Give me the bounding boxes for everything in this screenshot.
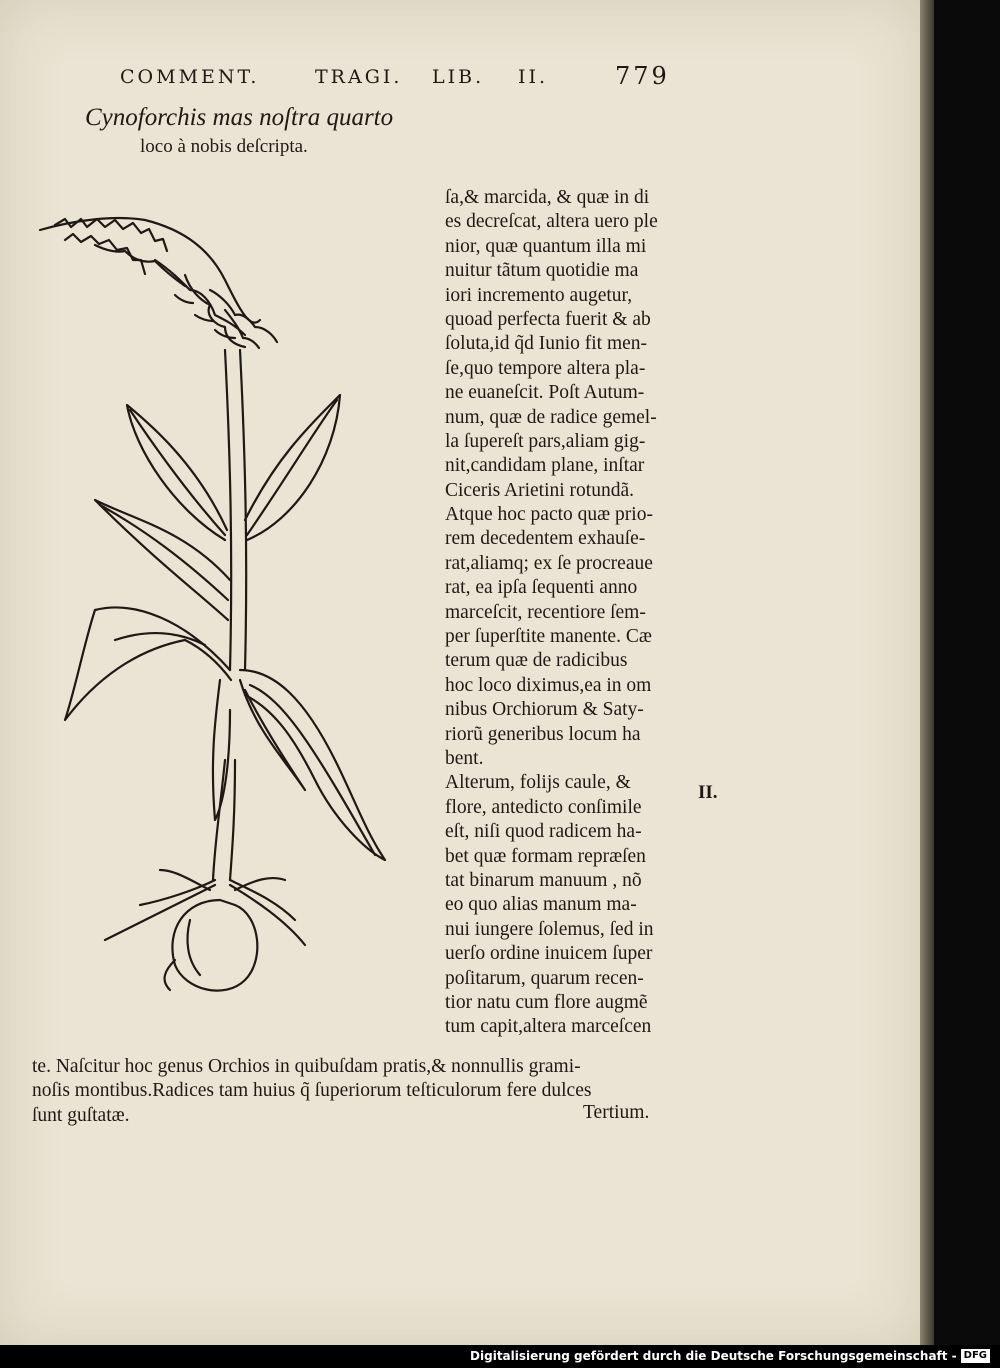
text-line: es decreſcat, altera uero ple bbox=[445, 211, 658, 233]
running-book: TRAGI. bbox=[315, 66, 403, 88]
running-header bbox=[0, 62, 920, 96]
text-line: ſunt guſtatæ. bbox=[32, 1104, 130, 1126]
text-line: ſa,& marcida, & quæ in di bbox=[445, 187, 650, 208]
text-line: ſoluta,id q̃d Iunio fit men- bbox=[445, 333, 648, 355]
text-line: quoad perfecta fuerit & ab bbox=[445, 308, 651, 330]
margin-note: II. bbox=[698, 782, 718, 803]
text-line: marceſcit, recentiore ſem- bbox=[445, 601, 646, 623]
text-line: iori incremento augetur, bbox=[445, 284, 633, 306]
text-line: tat binarum manuum , nõ bbox=[445, 869, 642, 891]
text-line: nui iungere ſolemus, ſed in bbox=[445, 918, 654, 940]
text-line: bet quæ formam repræſen bbox=[445, 845, 646, 867]
text-line: uerſo ordine inuicem ſuper bbox=[445, 943, 653, 965]
text-line: Atque hoc pacto quæ prio- bbox=[445, 504, 653, 526]
text-line: num, quæ de radice gemel- bbox=[445, 406, 657, 428]
text-line: poſitarum, quarum recen- bbox=[445, 967, 644, 989]
text-line: nit,candidam plane, inſtar bbox=[445, 455, 645, 477]
running-title: COMMENT. bbox=[120, 66, 260, 88]
text-line: eſt, niſi quod radicem ha- bbox=[445, 821, 642, 843]
digitization-credit bbox=[470, 1349, 990, 1363]
text-line: nibus Orchiorum & Saty- bbox=[445, 699, 644, 721]
text-line: riorũ generibus locum ha bbox=[445, 723, 641, 745]
text-line: nuitur tãtum quotidie ma bbox=[445, 260, 639, 282]
figure-caption-line-1: Cynoforchis mas noſtra quarto bbox=[85, 104, 394, 131]
text-line: eo quo alias manum ma- bbox=[445, 894, 637, 916]
text-line: flore, antedicto conſimile bbox=[445, 796, 642, 818]
text-line: la ſupereſt pars,aliam gig- bbox=[445, 430, 646, 452]
text-line: rem decedentem exhauſe- bbox=[445, 528, 646, 550]
text-line: tior natu cum flore augmẽ bbox=[445, 991, 648, 1013]
text-line: Alterum, folijs caule, & bbox=[445, 772, 631, 794]
text-line: nior, quæ quantum illa mi bbox=[445, 235, 647, 257]
text-line: te. Naſcitur hoc genus Orchios in quibuſdam pratis,& nonnullis grami- bbox=[32, 1056, 581, 1077]
page-number: 779 bbox=[615, 62, 670, 90]
orchid-woodcut-illustration bbox=[35, 200, 435, 1010]
running-lib: LIB. bbox=[432, 66, 485, 88]
text-line: per ſuperſtite manente. Cæ bbox=[445, 626, 652, 648]
text-line: noſis montibus.Radices tam huius q̃ ſuperiorum teſticulorum fere dulces bbox=[32, 1080, 592, 1102]
running-lib-number: II. bbox=[518, 66, 549, 88]
text-line: tum capit,altera marceſcen bbox=[445, 1016, 652, 1038]
text-line: rat,aliamq; ex ſe procreaue bbox=[445, 552, 653, 574]
catchword: Tertium. bbox=[583, 1102, 650, 1123]
text-line: terum quæ de radicibus bbox=[445, 650, 628, 672]
dfg-logo: DFG bbox=[961, 1349, 990, 1363]
figure-caption-line-2: loco à nobis deſcripta. bbox=[140, 136, 308, 157]
page-edge bbox=[920, 0, 934, 1345]
text-line: Ciceris Arietini rotundã. bbox=[445, 479, 635, 501]
text-line: rat, ea ipſa ſequenti anno bbox=[445, 577, 638, 599]
text-line: bent. bbox=[445, 747, 484, 769]
text-line: ſe,quo tempore altera pla- bbox=[445, 357, 646, 379]
text-line: hoc loco diximus,ea in om bbox=[445, 674, 652, 696]
text-line: ne euaneſcit. Poſt Autum- bbox=[445, 382, 645, 404]
main-text-column bbox=[445, 186, 725, 1040]
credit-text: Digitalisierung gefördert durch die Deutsche Forschungsgemeinschaft - bbox=[470, 1349, 957, 1363]
